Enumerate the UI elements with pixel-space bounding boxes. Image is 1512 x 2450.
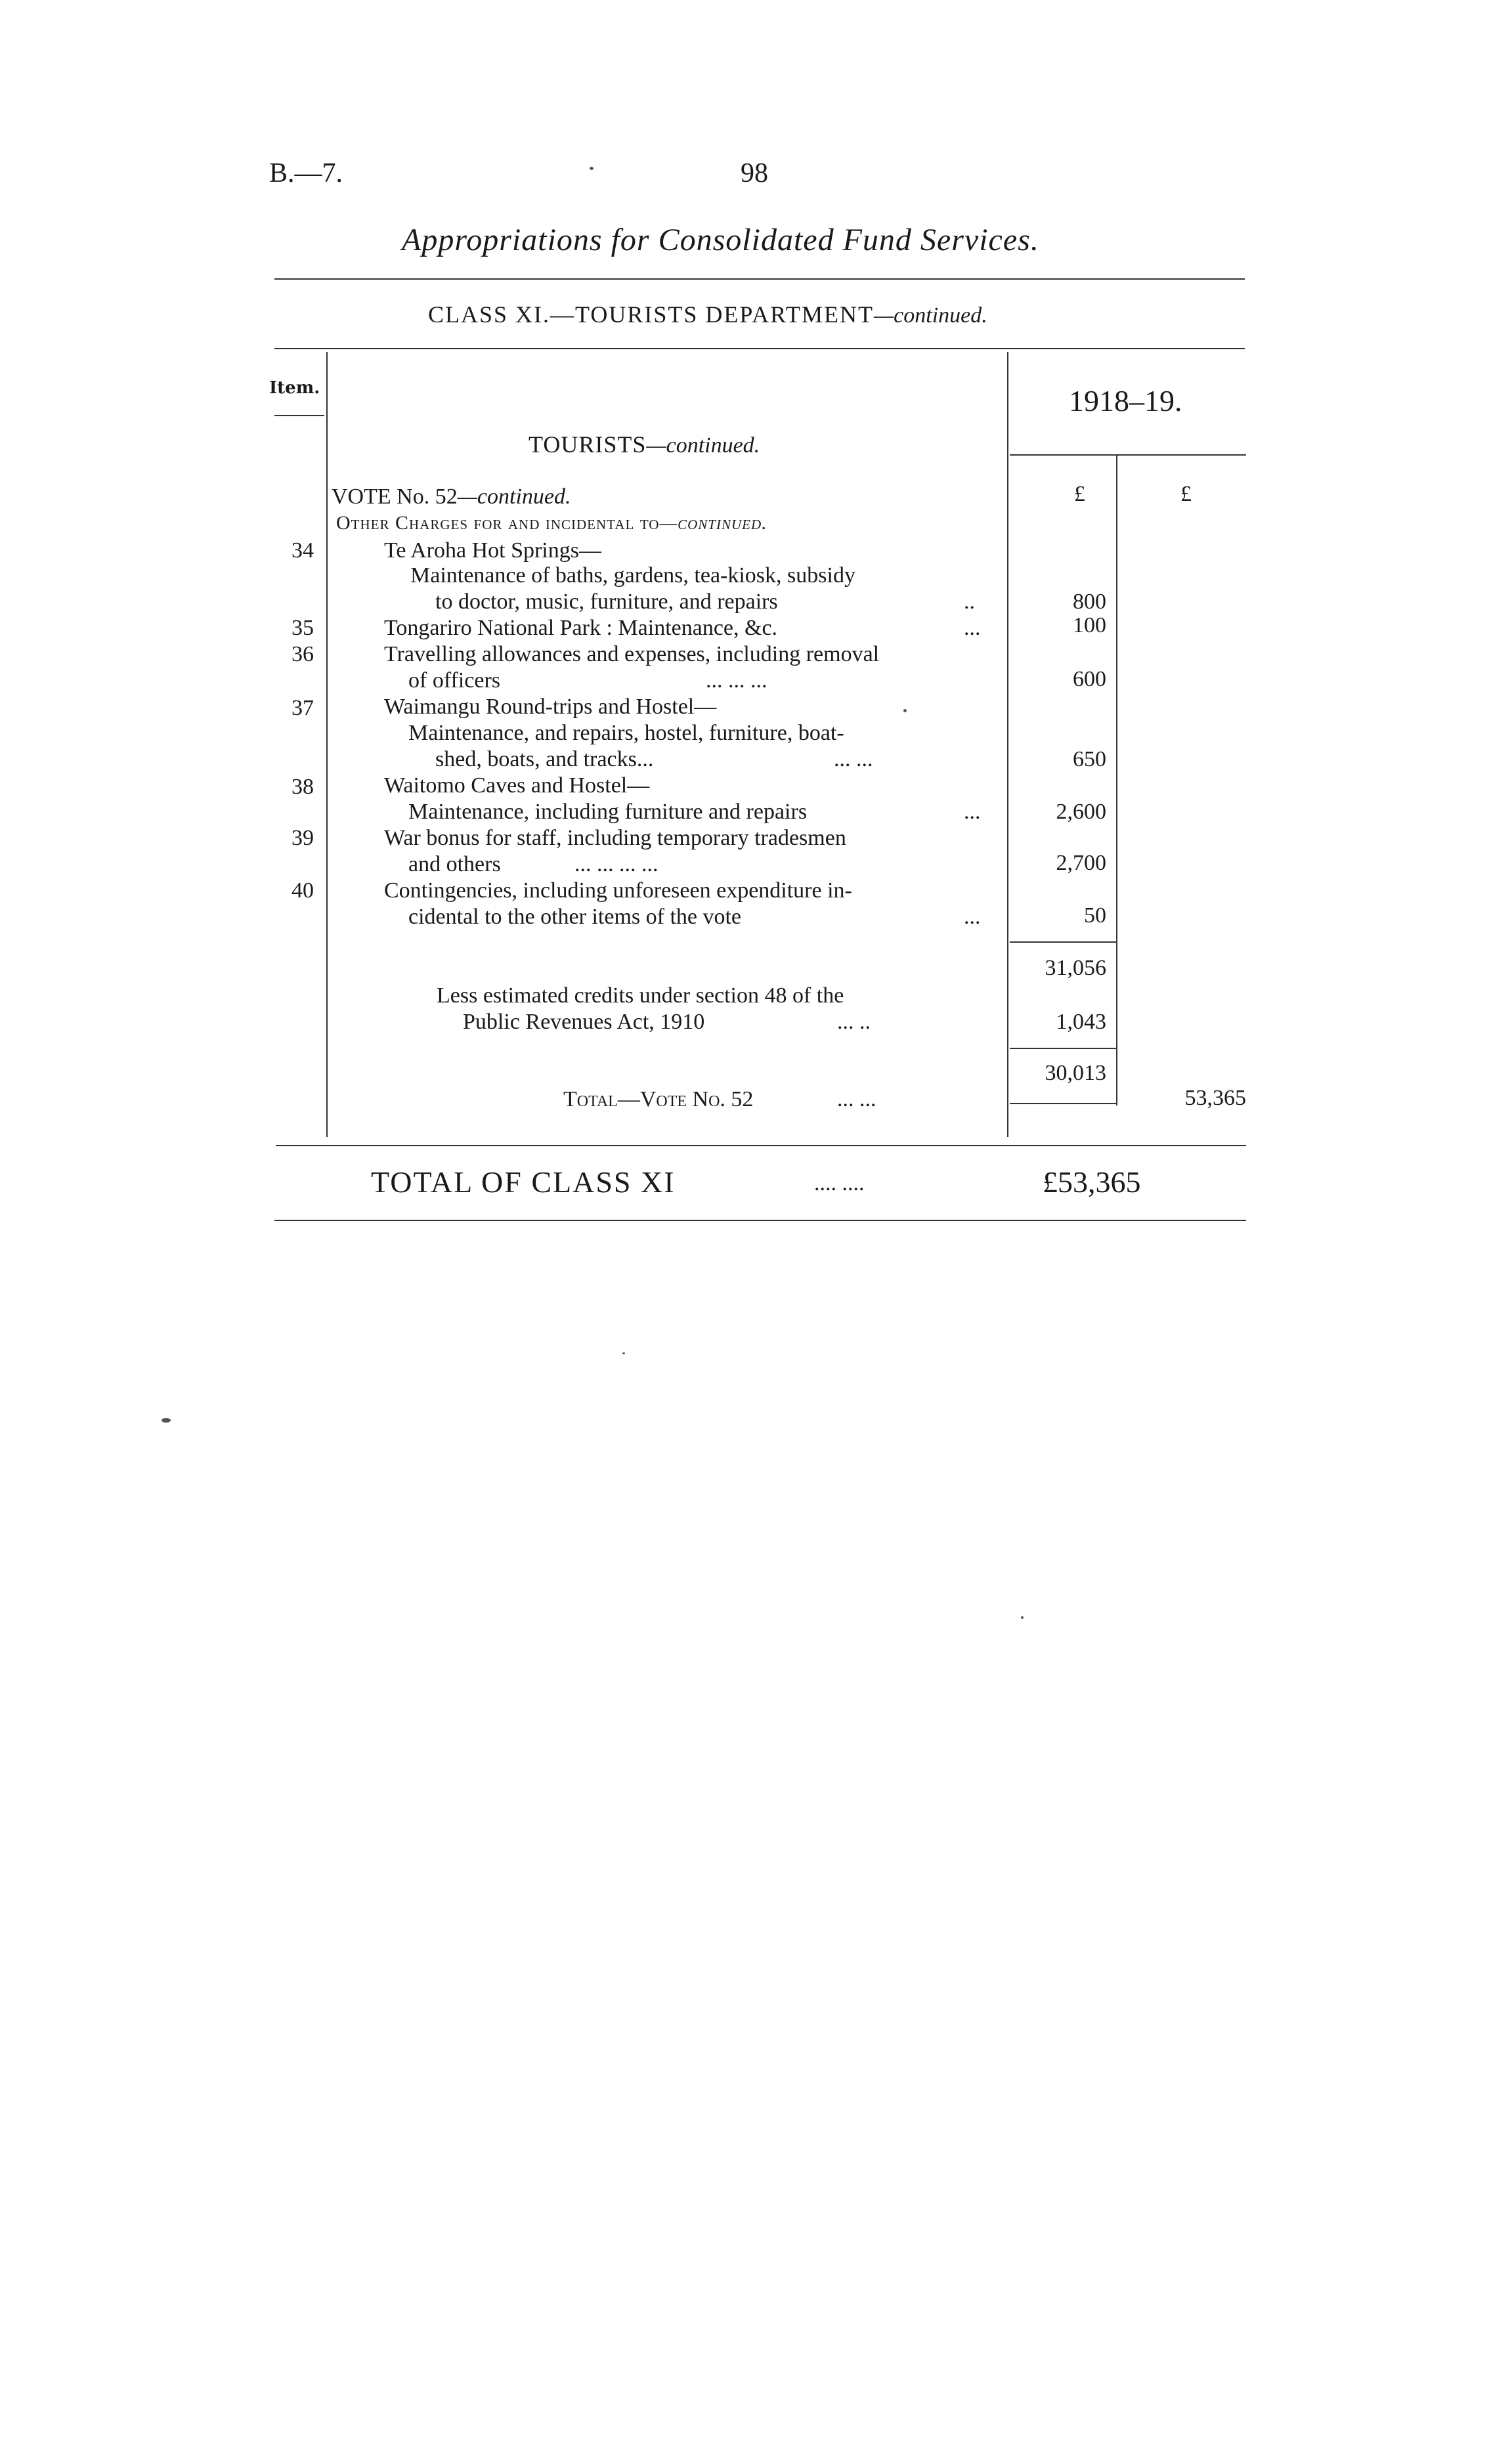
less-credits-label: Less estimated credits under section 48 of the (437, 983, 844, 1008)
amount-column-divider (1007, 352, 1008, 1137)
section-heading: TOURISTS—continued. (529, 431, 760, 458)
vote-heading: VOTE No. 52—continued. (332, 484, 571, 509)
dot-leader: ... .. (837, 1010, 871, 1034)
dot-leader: ... (964, 616, 981, 640)
class-total-amount: £53,365 (1043, 1165, 1141, 1199)
subtotal-rule (1010, 941, 1116, 943)
less-credits-amount: 1,043 (1056, 1010, 1106, 1034)
item-amount: 650 (1073, 747, 1106, 771)
item-title: Travelling allowances and expenses, including removal (384, 642, 880, 666)
total-vote-amount: 53,365 (1184, 1086, 1246, 1110)
document-reference: B.—7. (269, 158, 343, 188)
currency-symbol-left: £ (1074, 482, 1085, 506)
item-description: to doctor, music, furniture, and repairs (435, 590, 778, 614)
year-header: 1918–19. (1069, 384, 1182, 418)
scan-speck (590, 167, 594, 170)
item-title: War bonus for staff, including temporary tradesmen (384, 826, 846, 850)
item-column-header: Item. (269, 378, 320, 398)
dot-leader: ... ... ... ... (574, 852, 659, 876)
scan-speck (622, 1352, 625, 1354)
dot-leader: ... ... (837, 1087, 876, 1111)
class-heading: CLASS XI.—TOURISTS DEPARTMENT—continued. (428, 301, 987, 328)
currency-symbol-right: £ (1180, 482, 1192, 506)
item-column-divider (326, 352, 328, 1137)
item-number: 34 (292, 538, 314, 563)
item-title: Contingencies, including unforeseen expenditure in- (384, 878, 852, 903)
charges-heading: Other Charges for and incidental to—continued. (336, 512, 767, 534)
class-total-label: TOTAL OF CLASS XI (371, 1165, 676, 1199)
item-description: of officers (408, 668, 501, 693)
item-description: Maintenance, including furniture and repairs (408, 800, 808, 824)
dot-leader: ... (964, 905, 981, 929)
item-number: 38 (292, 775, 314, 799)
total-column-divider (1116, 454, 1117, 1106)
dot-leader: .... .... (814, 1171, 865, 1195)
page-number: 98 (741, 158, 768, 188)
item-title: Waimangu Round-trips and Hostel— (384, 695, 717, 719)
item-description: shed, boats, and tracks... (435, 747, 654, 771)
net-rule (1010, 1048, 1116, 1049)
item-description: and others (408, 852, 501, 876)
item-number: 39 (292, 826, 314, 850)
item-title: Waitomo Caves and Hostel— (384, 773, 650, 798)
dot-leader: ... ... (834, 747, 873, 771)
item-title: Te Aroha Hot Springs— (384, 538, 601, 563)
scan-speck (903, 709, 907, 712)
item-number: 35 (292, 616, 314, 640)
item-amount: 800 (1073, 590, 1106, 614)
item-amount: 100 (1073, 613, 1106, 637)
dot-leader: ... ... ... (706, 668, 767, 693)
scan-speck (1021, 1616, 1024, 1619)
year-underline (1010, 454, 1246, 456)
total-vote-label: Total—Vote No. 52 (563, 1087, 754, 1111)
net-amount: 30,013 (1045, 1061, 1106, 1085)
scan-speck (162, 1418, 171, 1423)
table-top-rule (274, 348, 1245, 349)
item-amount: 2,700 (1056, 851, 1106, 875)
net-underline (1010, 1103, 1116, 1104)
item-description: Maintenance of baths, gardens, tea-kiosk, subsidy (410, 563, 855, 588)
subtotal-amount: 31,056 (1045, 956, 1106, 980)
item-amount: 600 (1073, 667, 1106, 691)
dot-leader: ... (964, 800, 981, 824)
item-amount: 50 (1084, 903, 1106, 928)
item-description: cidental to the other items of the vote (408, 905, 742, 929)
item-number: 36 (292, 642, 314, 666)
less-credits-label: Public Revenues Act, 1910 (463, 1010, 705, 1034)
class-total-bottom-rule (274, 1220, 1246, 1221)
item-description: Maintenance, and repairs, hostel, furniture, boat- (408, 721, 844, 745)
item-number: 37 (292, 696, 314, 720)
item-number: 40 (292, 878, 314, 903)
item-title: Tongariro National Park : Maintenance, &c. (384, 616, 778, 640)
dot-leader: .. (964, 590, 975, 614)
item-amount: 2,600 (1056, 800, 1106, 824)
item-header-underline (274, 415, 324, 416)
title-rule (274, 278, 1245, 280)
page-title: Appropriations for Consolidated Fund Services. (402, 223, 1039, 257)
class-total-top-rule (276, 1145, 1246, 1146)
